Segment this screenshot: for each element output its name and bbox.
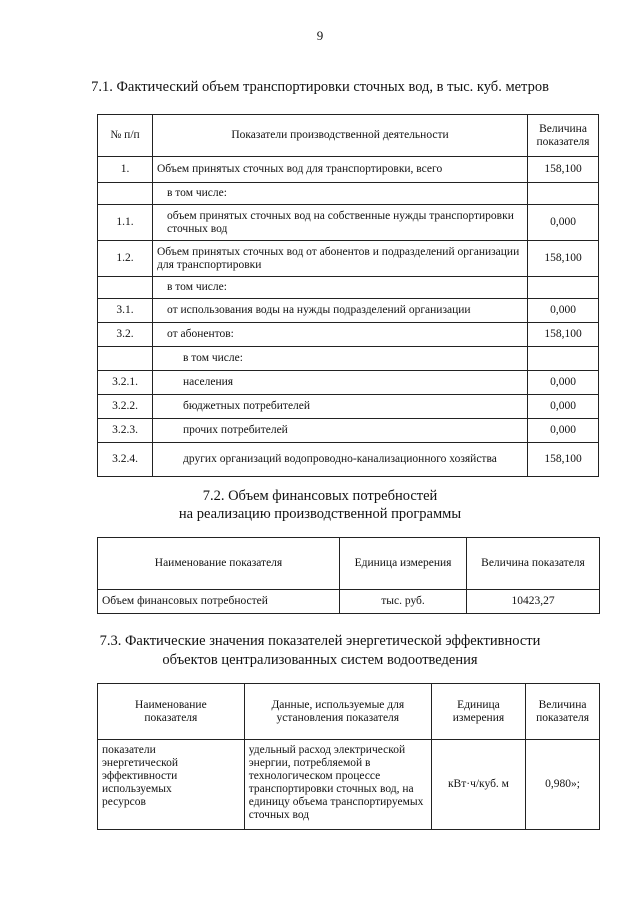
table-row: [98, 157, 599, 183]
row-value: 0,000: [528, 371, 599, 395]
header-value: Величина показателя: [528, 115, 599, 157]
row-name: Объем финансовых потребностей: [98, 590, 340, 614]
header-name: Наименование показателя: [98, 684, 245, 740]
row-value: [528, 347, 599, 371]
row-label: других организаций водопроводно-канализационного хозяйства: [153, 443, 528, 477]
section-7-2-title-line2: на реализацию производственной программы: [178, 506, 462, 522]
row-label: от использования воды на нужды подразделений организации: [153, 299, 528, 323]
page-number: 9: [316, 28, 324, 43]
row-value: 158,100: [528, 157, 599, 183]
table-row: [98, 183, 599, 205]
row-num: [98, 277, 153, 299]
table-row: [98, 371, 599, 395]
row-label: в том числе:: [153, 347, 528, 371]
table-row: [98, 241, 599, 277]
row-value: 0,980»;: [526, 740, 600, 830]
table-row: [98, 205, 599, 241]
row-num: 3.2.3.: [98, 419, 153, 443]
row-label: Объем принятых сточных вод от абонентов и подразделений организации для транспортировки: [153, 241, 528, 277]
row-value: 0,000: [528, 419, 599, 443]
row-value: 158,100: [528, 323, 599, 347]
header-num: № п/п: [98, 115, 153, 157]
header-name: Наименование показателя: [98, 538, 340, 590]
row-unit: кВт·ч/куб. м: [431, 740, 525, 830]
row-num: 3.2.4.: [98, 443, 153, 477]
row-num: 1.2.: [98, 241, 153, 277]
table-row: [98, 299, 599, 323]
header-data: Данные, используемые для установления показателя: [244, 684, 431, 740]
table-row: [98, 443, 599, 477]
row-name: показатели энергетической эффективности используемых ресурсов: [98, 740, 245, 830]
row-value: 158,100: [528, 443, 599, 477]
row-label: Объем принятых сточных вод для транспортировки, всего: [153, 157, 528, 183]
row-label: прочих потребителей: [153, 419, 528, 443]
row-value: [528, 183, 599, 205]
header-indicator: Показатели производственной деятельности: [153, 115, 528, 157]
table-row: [98, 347, 599, 371]
header-value: Величина показателя: [526, 684, 600, 740]
header-unit: Единица измерения: [431, 684, 525, 740]
section-7-1-title: 7.1. Фактический объем транспортировки сточных вод, в тыс. куб. метров: [91, 79, 549, 95]
row-value: 158,100: [528, 241, 599, 277]
row-value: 0,000: [528, 205, 599, 241]
row-label: от абонентов:: [153, 323, 528, 347]
table-row: [98, 419, 599, 443]
row-value: 10423,27: [467, 590, 600, 614]
row-label: населения: [153, 371, 528, 395]
row-num: 1.: [98, 157, 153, 183]
row-label: в том числе:: [153, 277, 528, 299]
table-row: [98, 740, 600, 830]
table-row: [98, 395, 599, 419]
row-num: 3.1.: [98, 299, 153, 323]
transport-volume-table: [97, 114, 599, 477]
row-num: 1.1.: [98, 205, 153, 241]
row-label: бюджетных потребителей: [153, 395, 528, 419]
row-num: [98, 183, 153, 205]
row-value: 0,000: [528, 299, 599, 323]
row-label: в том числе:: [153, 183, 528, 205]
row-num: 3.2.1.: [98, 371, 153, 395]
table-header-row: [98, 538, 600, 590]
section-7-3-title-line1: 7.3. Фактические значения показателей энергетической эффективности: [99, 633, 541, 649]
section-7-3-title-line2: объектов централизованных систем водоотведения: [162, 652, 478, 668]
row-value: [528, 277, 599, 299]
table-header-row: [98, 115, 599, 157]
section-7-2-title-line1: 7.2. Объем финансовых потребностей: [202, 488, 438, 504]
row-value: 0,000: [528, 395, 599, 419]
row-num: [98, 347, 153, 371]
financial-needs-table: [97, 537, 600, 614]
energy-efficiency-table: [97, 683, 600, 830]
row-label: объем принятых сточных вод на собственные нужды транспортировки сточных вод: [153, 205, 528, 241]
table-header-row: [98, 684, 600, 740]
row-num: 3.2.2.: [98, 395, 153, 419]
table-row: [98, 590, 600, 614]
row-num: 3.2.: [98, 323, 153, 347]
row-unit: тыс. руб.: [340, 590, 467, 614]
header-unit: Единица измерения: [340, 538, 467, 590]
row-data: удельный расход электрической энергии, потребляемой в технологическом процессе транспортировки сточных вод, на единицу объема транспортируемых сточных вод: [244, 740, 431, 830]
header-value: Величина показателя: [467, 538, 600, 590]
table-row: [98, 323, 599, 347]
table-row: [98, 277, 599, 299]
